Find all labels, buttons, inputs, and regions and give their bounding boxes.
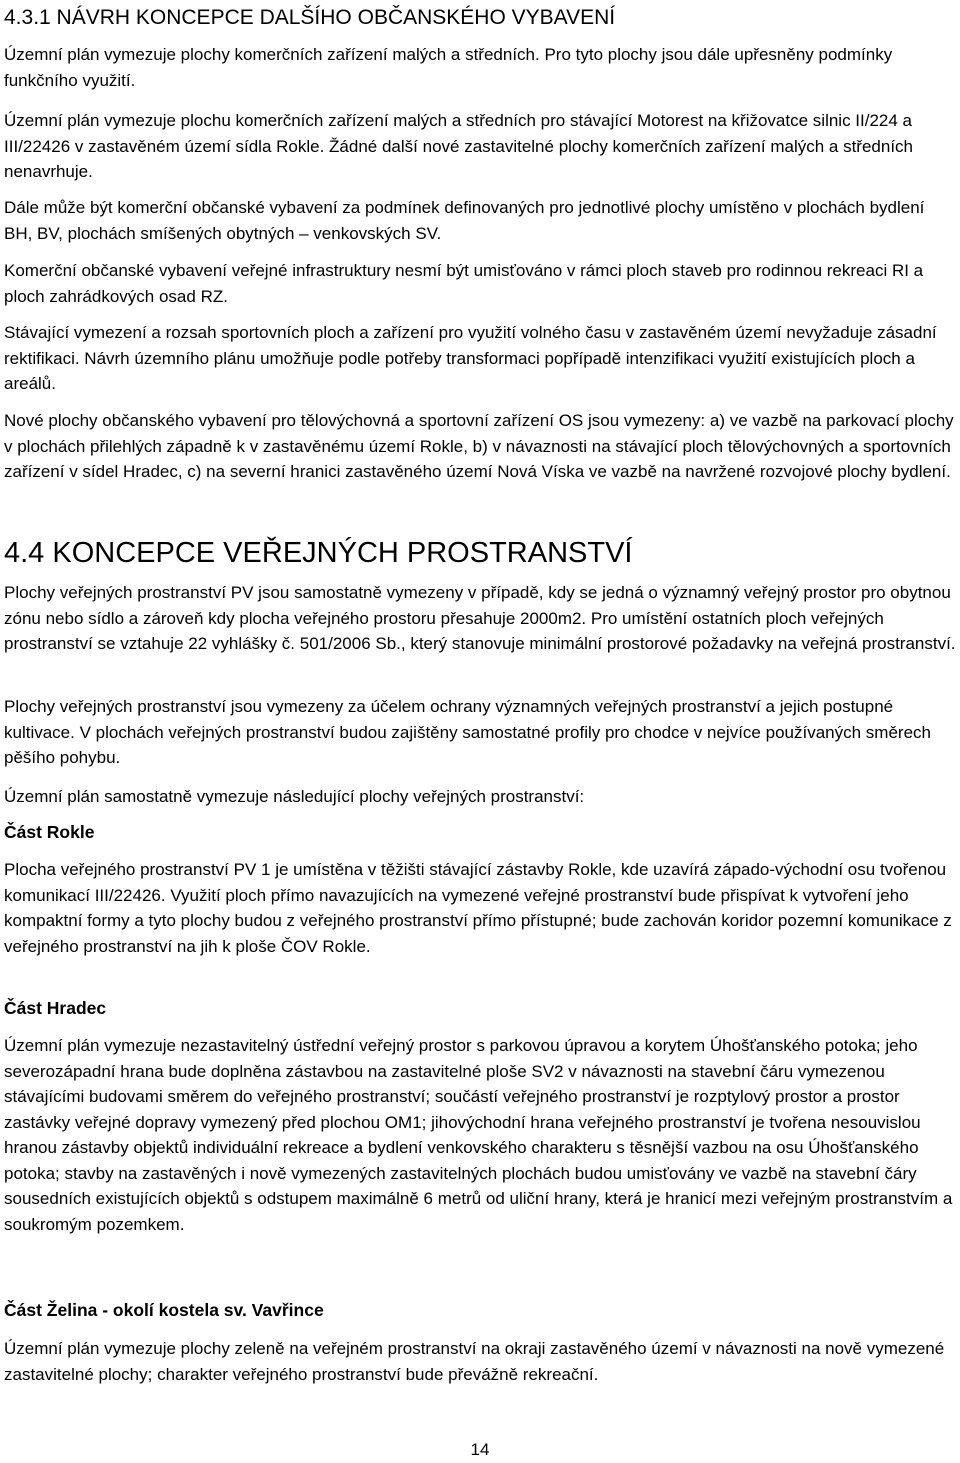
paragraph-text: Komerční občanské vybavení veřejné infrastruktury nesmí být umisťováno v rámci ploch staveb pro rodinnou rekreaci RI a ploch zahrádkových osad RZ. [4, 261, 924, 306]
paragraph-text: Stávající vymezení a rozsah sportovních ploch a zařízení pro využití volného času v zastavěném území nevyžaduje zásadní rektifikaci. Návrh územního plánu umožňuje podle potřeby transformaci popřípadě intenzifikaci využití existujících ploch a areálů. [4, 323, 937, 393]
paragraph-text: Územní plán vymezuje plochy komerčních zařízení malých a středních. Pro tyto plochy jsou dále upřesněny podmínky funkčního využití. [4, 45, 893, 90]
paragraph [4, 857, 956, 959]
subsection-title: Část Rokle [4, 822, 95, 842]
page-number: 14 [470, 1440, 490, 1459]
paragraph [4, 784, 956, 810]
paragraph [4, 1336, 956, 1387]
paragraph [4, 195, 956, 246]
paragraph [4, 258, 956, 309]
paragraph [4, 42, 956, 93]
section-heading-4-4: 4.4 KONCEPCE VEŘEJNÝCH PROSTRANSTVÍ [4, 537, 633, 569]
subsection-title: Část Hradec [4, 998, 107, 1018]
paragraph-text: Plochy veřejných prostranství PV jsou samostatně vymezeny v případě, kdy se jedná o významný veřejný prostor pro obytnou zónu nebo sídlo a zároveň kdy plocha veřejného prostoru přesahuje 2000m2. Pro umístění ostatních ploch veřejných prostranství se vztahuje 22 vyhlášky č. 501/2006 Sb., který stanovuje minimální prostorové požadavky na veřejná prostranství. [4, 583, 956, 653]
paragraph-text: Územní plán vymezuje plochy zeleně na veřejném prostranství na okraji zastavěného území v návaznosti na nově vymezené zastavitelné plochy; charakter veřejného prostranství bude převážně rekreační. [4, 1339, 945, 1384]
paragraph [4, 580, 956, 657]
subsection-title: Část Želina - okolí kostela sv. Vavřince [4, 1300, 324, 1320]
paragraph [4, 1033, 956, 1237]
paragraph-text: Územní plán vymezuje plochu komerčních zařízení malých a středních pro stávající Motorest na křižovatce silnic II/224 a III/22426 v zastavěném území sídla Rokle. Žádné další nové zastavitelné plochy komerčních zařízení malých a středních nenavrhuje. [4, 111, 914, 181]
section-heading-4-3-1: 4.3.1 NÁVRH KONCEPCE DALŠÍHO OBČANSKÉHO VYBAVENÍ [4, 6, 616, 29]
paragraph-text: Územní plán samostatně vymezuje následující plochy veřejných prostranství: [4, 787, 585, 806]
paragraph [4, 694, 956, 771]
paragraph-text: Plochy veřejných prostranství jsou vymezeny za účelem ochrany významných veřejných prostranství a jejich postupné kultivace. V plochách veřejných prostranství budou zajištěny samostatné profily pro chodce v nejvíce používaných směrech pěšího pohybu. [4, 697, 931, 767]
paragraph-text: Územní plán vymezuje nezastavitelný ústřední veřejný prostor s parkovou úpravou a korytem Úhošťanského potoka; jeho severozápadní hrana bude doplněna zástavbou na zastavitelné ploše SV2 v návaznosti na stavební čáru vymezenou stávajícími budovami směrem do veřejného prostranství; součástí veřejného prostranství je rozptylový prostor a prostor zastávky veřejné dopravy vymezený před plochou OM1; jihovýchodní hrana veřejného prostranství je tvořena nesouvislou hranou zástavby objektů individuální rekreace a bydlení venkovského charakteru s těsnější vazbou na osu Úhošťanského potoka; stavby na zastavěných i nově vymezených zastavitelných plochách budou umisťovány ve vazbě na stavební čáry sousedních existujících objektů s odstupem maximálně 6 metrů od uliční hrany, která je hranicí mezi veřejným prostranstvím a soukromým pozemkem. [4, 1036, 953, 1234]
paragraph-text: Plocha veřejného prostranství PV 1 je umístěna v těžišti stávající zástavby Rokle, kde uzavírá západo-východní osu tvořenou komunikací III/22426. Využití ploch přímo navazujících na vymezené veřejné prostranství bude přispívat k vytvoření jeho kompaktní formy a tyto plochy budou z veřejného prostranství přímo přístupné; bude zachován koridor pozemní komunikace z veřejného prostranství na jih k ploše ČOV Rokle. [4, 860, 952, 956]
paragraph [4, 408, 956, 485]
paragraph [4, 320, 956, 397]
paragraph-text: Nové plochy občanského vybavení pro tělovýchovná a sportovní zařízení OS jsou vymezeny: a) ve vazbě na parkovací plochy v plochách přilehlých západně k v zastavěnému území Rokle, b) v návaznosti na stávající ploch tělovýchovných a sportovních zařízení v sídel Hradec, c) na severní hranici zastavěného území Nová Víska ve vazbě na navržené rozvojové plochy bydlení. [4, 411, 954, 481]
paragraph [4, 108, 956, 185]
paragraph-text: Dále může být komerční občanské vybavení za podmínek definovaných pro jednotlivé plochy umístěno v plochách bydlení BH, BV, plochách smíšených obytných – venkovských SV. [4, 198, 925, 243]
